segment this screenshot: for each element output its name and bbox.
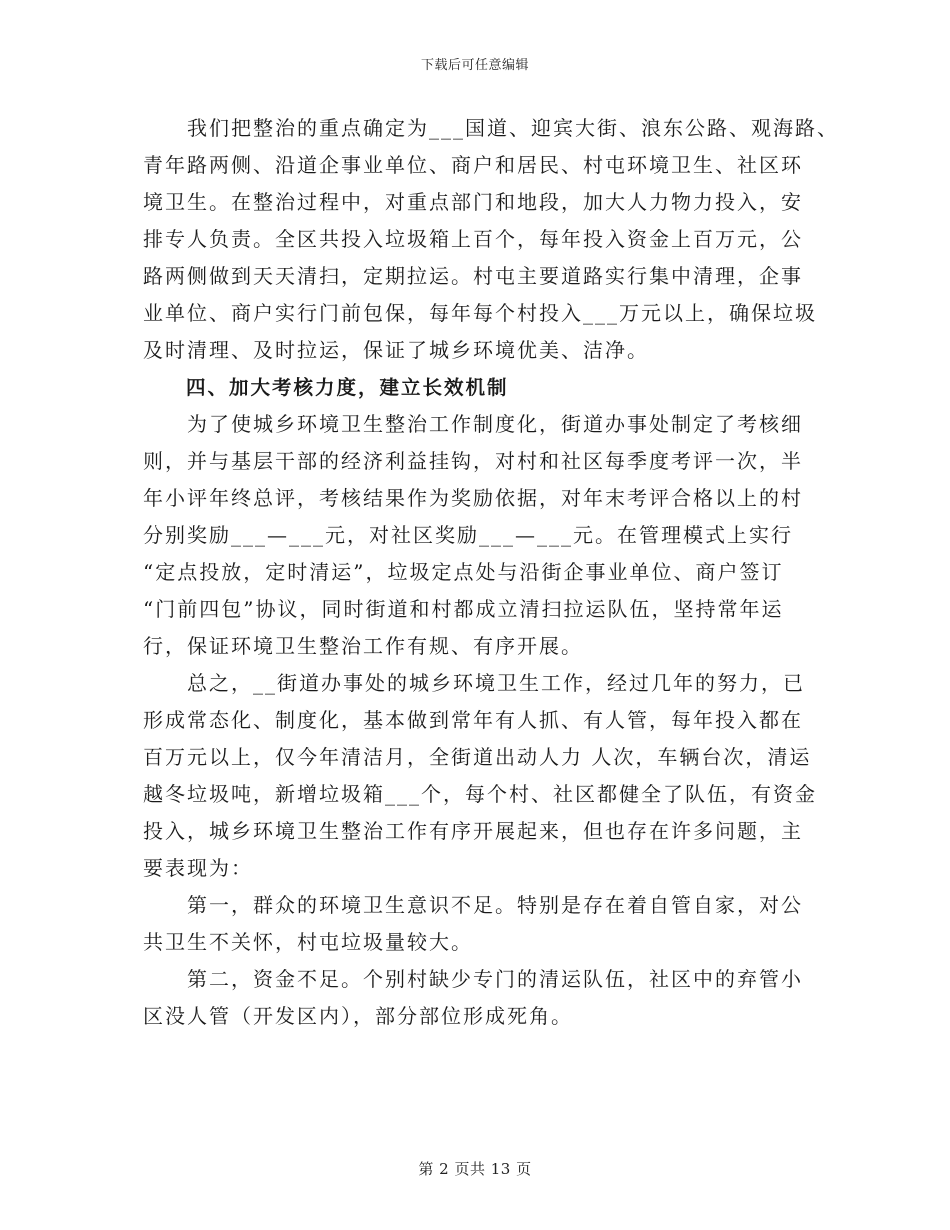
text-line: 则，并与基层干部的经济利益挂钩，对村和社区每季度考评一次，半 — [143, 449, 803, 473]
text-line: 第二，资金不足。个别村缺少专门的清运队伍，社区中的弃管小 — [143, 967, 803, 991]
text-line: 我们把整治的重点确定为___国道、迎宾大街、浪东公路、观海路、 — [143, 116, 839, 140]
text-line: 投入，城乡环境卫生整治工作有序开展起来，但也存在许多问题，主 — [143, 819, 803, 843]
text-line: 行，保证环境卫生整治工作有规、有序开展。 — [143, 634, 583, 658]
text-line: 形成常态化、制度化，基本做到常年有人抓、有人管，每年投入都在 — [143, 708, 803, 732]
text-line: 越冬垃圾吨，新增垃圾箱___个，每个村、社区都健全了队伍，有资金 — [143, 782, 817, 806]
text-line: 及时清理、及时拉运，保证了城乡环境优美、洁净。 — [143, 338, 649, 362]
text-line: 区没人管（开发区内），部分部位形成死角。 — [143, 1004, 573, 1028]
text-line: 总之，__街道办事处的城乡环境卫生工作，经过几年的努力，已 — [143, 671, 805, 695]
text-line: 第一，群众的环境卫生意识不足。特别是存在着自管自家，对公 — [143, 893, 803, 917]
section-heading: 四、加大考核力度，建立长效机制 — [143, 376, 509, 399]
text-line: “门前四包”协议，同时街道和村都成立清扫拉运队伍，坚持常年运 — [143, 597, 784, 621]
text-line: 排专人负责。全区共投入垃圾箱上百个，每年投入资金上百万元，公 — [143, 227, 803, 251]
text-line: 分别奖励___—___元，对社区奖励___—___元。在管理模式上实行 — [143, 523, 793, 547]
text-line: 共卫生不关怀，村屯垃圾量较大。 — [143, 930, 473, 954]
text-line: 业单位、商户实行门前包保，每年每个村投入___万元以上，确保垃圾 — [143, 301, 817, 325]
page-footer: 第 2 页共 13 页 — [418, 1160, 532, 1178]
text-line: “定点投放，定时清运”，垃圾定点处与沿街企事业单位、商户签订 — [143, 560, 784, 584]
text-line: 境卫生。在整治过程中，对重点部门和地段，加大人力物力投入，安 — [143, 190, 803, 214]
text-line: 百万元以上，仅今年清洁月，全街道出动人力 人次，车辆台次，清运 — [143, 745, 812, 769]
text-line: 青年路两侧、沿道企事业单位、商户和居民、村屯环境卫生、社区环 — [143, 153, 803, 177]
text-line: 路两侧做到天天清扫，定期拉运。村屯主要道路实行集中清理，企事 — [143, 264, 803, 288]
page-header-note: 下载后可任意编辑 — [420, 58, 529, 73]
document-body — [143, 110, 839, 1035]
text-line: 为了使城乡环境卫生整治工作制度化，街道办事处制定了考核细 — [143, 412, 803, 436]
text-line: 要表现为： — [143, 856, 253, 880]
text-line: 年小评年终总评，考核结果作为奖励依据，对年末考评合格以上的村 — [143, 486, 803, 510]
